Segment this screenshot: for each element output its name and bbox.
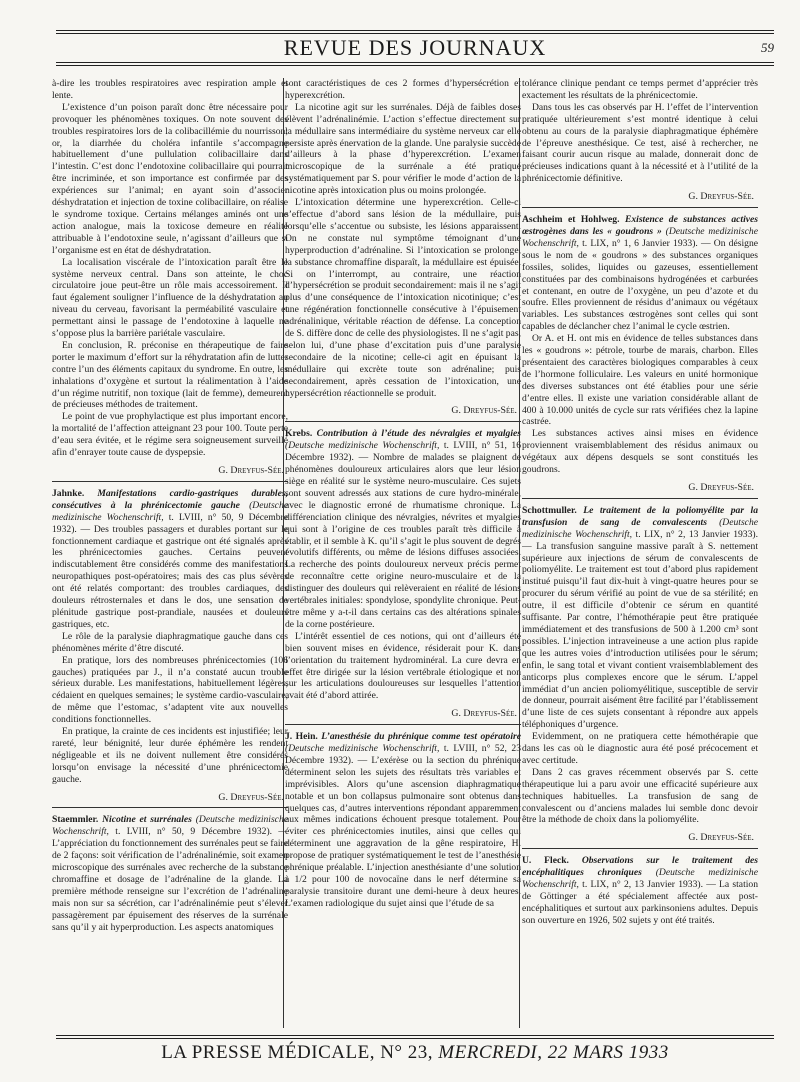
article-heading	[522, 505, 758, 731]
article-heading	[522, 214, 758, 333]
article-heading	[285, 731, 521, 910]
article-separator	[522, 848, 758, 849]
article-source: (Deutsche medizinische Wochenschrift,	[522, 225, 758, 249]
author-signature: G. Dreyfus-Sée.	[688, 191, 754, 203]
paragraph: Les substances actives ainsi mises en évidence proviennent vraisemblablement des résidus animaux ou végétaux aux dépens desquels se sont constitués les goudrons.	[522, 428, 758, 476]
article-separator	[285, 724, 521, 725]
article-author: Aschheim et Hohlweg.	[522, 214, 620, 226]
author-signature: G. Dreyfus-Sée.	[451, 708, 517, 720]
footer-text	[56, 1042, 774, 1064]
paragraph: L’intérêt essentiel de ces notions, qui ont d’ailleurs été bien souvent mises en évidence, résiderait pour K. dans l’orientation du traitement hydrominéral. La cure devra en effet être dirigée sur la lésion vertébrale étiologique et non sur les articulations douloureuses sur lesquelles l’attention avait été d’abord attirée.	[285, 630, 521, 702]
issue-date: MERCREDI, 22 MARS 1933	[438, 1042, 669, 1063]
author-signature: G. Dreyfus-Sée.	[688, 832, 754, 844]
article-source: (Deutsche medizinische Wochenschrift,	[285, 440, 440, 452]
footer-rule	[56, 1035, 774, 1036]
paragraph: En conclusion, R. préconise en thérapeutique de faire porter le maximum d’effort sur la réhydratation afin de lutter contre l’un des éléments capitaux du syndrome. En outre, les inhalations d’oxygène et surtout la réalimentation à l’aide d’un régime nutritif, non toxique (lait de femme), demeurent de précieuses méthodes de traitement.	[52, 339, 288, 411]
paragraph: En pratique, la crainte de ces incidents est injustifiée; leur rareté, leur bénignité, leur durée éphémère les rendent négligeable et ils ne doivent nullement être considérés lorsqu’on envisage la nécessité d’une phrénicectomie gauche.	[52, 726, 288, 785]
article-author: Krebs.	[285, 428, 313, 440]
article-source: (Deutsche medizinische Wochenschrift,	[522, 516, 758, 540]
article-source: (Deutsche medizinische Wochenschrift,	[285, 743, 440, 755]
footer-rule	[56, 1038, 774, 1039]
paragraph: En pratique, lors des nombreuses phrénicectomies (106 gauches) pratiquées par J., il n’a constaté aucun trouble sérieux durable. Les manifestations, habituellement légères, cédaient en quelques semaines; le système cardio-vasculaire, de même que l’estomac, s’adaptent vite aux nouvelles conditions fonctionnelles.	[52, 654, 288, 726]
paragraph: Evidemment, on ne pratiquera cette hémothérapie que dans les cas où le diagnostic aura été posé précocement et avec certitude.	[522, 731, 758, 766]
paragraph: L’intoxication détermine une hyperexcrétion. Celle-ci s’effectue d’abord sans lésion de la médullaire, puis lorsqu’elle s’accentue ou subsiste, les lésions apparaissent. On ne constate nul symptôme témoignant d’une hyperproduction d’adrénaline. Si l’intoxication se prolonge, la substance chromaffine disparaît, la médullaire est épuisée. Si on l’interrompt, au contraire, une réaction d’hypersécrétion se produit secondairement: mais il ne s’agit plus d’une conséquence de l’intoxication nicotinique; c’est une régénération fonctionnelle consécutive à l’épuisement adrénalinique, véritable réaction de défense. La conception de S. diffère donc de celle des physiologistes. Il ne s’agit pas, selon lui, d’une phase d’excitation puis d’une paralysie secondaire de la nicotine; celle-ci agit en épuisant la médullaire qui excrète toute son adrénaline; puis secondairement, après cessation de l’intoxication, une hypersécrétion réactionnelle se produit.	[285, 197, 521, 399]
article-body: t. LIX, n° 2, 13 Janvier 1933). — La transfusion sanguine massive paraît à S. nettement supérieure aux injections de sérum de convalescents de poliomyélite. Le traitement est tout d’abord plus rapidement institué puisqu’il faut dix-huit à vingt-quatre heures pour se procurer du sérum vérifié au point de vue de sa stérilité; en outre, il est difficile d’obtenir ce sérum en quantité suffisante. Par contre, l’hémothérapie peut être pratiquée immédiatement et des transfusions de 500 à 1.200 cm³ sont possibles. L’injection intraveineuse a une action plus rapide que les autres voies d’introduction utilisées pour le sérum; enfin, le sang total et vivant contient vraisemblablement des anticorps plus complexes encore que le sérum. L’appel immédiat d’un ancien poliomyélitique, susceptible de servir de donneur, pourrait aisément être facilité par l’établissement d’une liste de ces sujets consentant à répondre aux appels téléphoniques d’urgence.	[522, 528, 758, 731]
paragraph: Or A. et H. ont mis en évidence de telles substances dans les « goudrons »: pétrole, tourbe de marais, charbon. Elles présentaient des caractères biologiques comparables à ceux de l’hormone folliculaire. Les valeurs en unité hormonique des diverses substances ont été établies pour une série d’entre elles. Il existe une variation considérable allant de 400 à 10.000 unités de cycle sur rats vérifiées chez la lapine castrée.	[522, 333, 758, 428]
article-body: t. LVIII, n° 50, 9 Décembre 1932). — Des troubles passagers et durables portant sur le fonctionnement cardiaque et gastrique ont été signalés après les phrénicectomies gauches. Certains peuvent indiscutablement être considérés comme des manifestations neuropathiques post-opératoires; mais des cas plus sévères ont été relatés comportant: des troubles cardiaques, des douleurs rétrosternales et dans le dos, une sensation de plénitude gastrique post-prandiale, nausées et douleurs gastriques, etc.	[52, 511, 288, 630]
author-signature: G. Dreyfus-Sée.	[451, 405, 517, 417]
article-author: U. Fleck.	[522, 855, 569, 867]
article-body: t. LIX, n° 1, 6 Janvier 1933). — On désigne sous le nom de « goudrons » des substances organiques fossiles, solides, liquides ou gazeuses, essentiellement constituées par des combinaisons hydrogénées et carburées et contenant, en outre de l’oxygène, un peu d’azote et du soufre. Elles proviennent de résidus d’animaux ou végétaux variables. Les substances œstrogènes sont celles qui sont capables de déclancher chez l’animal le cycle œstrien.	[522, 237, 758, 333]
article-separator	[52, 481, 288, 482]
paragraph: La nicotine agit sur les surrénales. Déjà de faibles doses élèvent l’adrénalinémie. L’action s’effectue directement sur la médullaire sans intermédiaire du système nerveux car elle persiste après énervation de la glande. Une paralysie succède d’ailleurs à la phase d’hyperexcrétion. L’examen microscopique de la surrénale a été pratiqué systématiquement par S. pour vérifier le mode d’action de la nicotine après intoxication plus ou moins prolongée.	[285, 101, 521, 197]
article-source: (Deutsche medizinische Wochenschrift,	[522, 867, 758, 891]
article-separator	[522, 498, 758, 499]
article-heading	[285, 428, 521, 630]
article-separator	[285, 421, 521, 422]
section-title: REVUE DES JOURNAUX	[283, 35, 547, 60]
article-title: Le traitement de la poliomyélite par la transfusion de sang de convalescents	[522, 504, 758, 528]
article-heading	[52, 814, 288, 933]
article-title: Contribution à l’étude des névralgies et myalgies	[316, 428, 521, 440]
author-signature: G. Dreyfus-Sée.	[688, 482, 754, 493]
article-title: L’anesthésie du phrénique comme test opératoire	[321, 731, 521, 743]
paragraph: à-dire les troubles respiratoires avec respiration ample et lente.	[52, 78, 288, 101]
journal-issue: LA PRESSE MÉDICALE, N° 23,	[161, 1042, 434, 1063]
text-column-1	[52, 78, 288, 1028]
page-number: 59	[761, 40, 774, 55]
column-divider	[283, 78, 284, 1028]
article-title: Nicotine et surrénales	[102, 814, 192, 826]
text-column-2	[285, 78, 521, 1028]
article-title: Observations sur le traitement des encéphalitiques chroniques	[522, 855, 758, 879]
header-rule	[56, 30, 774, 31]
article-body: t. LIX, n° 2, 13 Janvier 1933). — La station de Göttinger a été spécialement affectée aux post-encéphalitiques et surtout aux parkinsoniens adultes. Depuis son ouverture en 1926, 502 sujets y ont été traités.	[522, 879, 758, 926]
paragraph: tolérance clinique pendant ce temps permet d’apprécier très exactement les résultats de la phrénicectomie.	[522, 78, 758, 101]
article-author: J. Hein.	[285, 731, 318, 743]
paragraph: Le point de vue prophylactique est plus important encore, la mortalité de l’affection atteignant 23 pour 100. Toute perte d’eau sera évitée, et le régime sera soigneusement surveillé afin d’enrayer toute cause de dyspepsie.	[52, 411, 288, 459]
article-author: Jahnke.	[52, 487, 85, 499]
paragraph: sont caractéristiques de ces 2 formes d’hypersécrétion et hyperexcrétion.	[285, 78, 521, 101]
article-title: Existence de substances actives œstrogènes dans les « goudrons »	[522, 214, 758, 237]
article-source: (Deutsche medizinische Wochenschrift,	[52, 814, 288, 838]
paragraph: Dans 2 cas graves récemment observés par S. cette thérapeutique lui a paru avoir une efficacité supérieure aux techniques habituelles. La transfusion de sang de convalescent ou d’anciens malades lui semble donc devoir être la méthode de choix dans la poliomyélite.	[522, 766, 758, 826]
article-body: t. LVIII, n° 50, 9 Décembre 1932). — L’appréciation du fonctionnement des surrénales peut se faire de 2 façons: soit vérification de l’adrénalinémie, soit examen microscopique des surrénales avec recherche de la substance chromaffine et dosage de l’adrénaline de la glande. La première méthode renseigne sur l’excrétion de l’adrénaline mais non sur sa sécrétion, car l’adrénalinémie peut s’élever passagèrement par épuisement des réserves de la surrénale sans qu’il y ait hyperproduction. Les aspects anatomiques	[52, 826, 288, 933]
article-author: Staemmler.	[52, 814, 99, 826]
article-author: Schottmuller.	[522, 504, 577, 516]
paragraph: L’existence d’un poison paraît donc être nécessaire pour provoquer les phénomènes toxiques. On note souvent des troubles respiratoires lors de la colibacillémie du nourrisson; or, la diarrhée du choléra infantile s’accompagne habituellement d’une pullulation colibacillaire dans l’intestin. C’est donc l’endotoxine colibacillaire qui pourrait être incriminée, et son importance est confirmée par des expériences sur l’animal; en ayant soin d’associer déshydratation et injection de toxine colibacillaire, on réalise le syndrome toxique. Certains mélanges aminés ont une action analogue, mais la toxicose demeure en réalité attribuable à l’endotoxine seule, n’agissant d’ailleurs que si l’organisme est en état de déshydratation.	[52, 101, 288, 256]
header-rule	[56, 62, 774, 63]
article-separator	[522, 207, 758, 208]
header-rule	[56, 65, 774, 66]
paragraph: La localisation viscérale de l’intoxication paraît être le système nerveux central. Dans son atteinte, le choc circulatoire joue peut-être un rôle mais accessoirement. Il faut également souligner l’influence de la déshydratation au niveau du cerveau, favorisant la perméabilité vasculaire et permettant ainsi le passage de l’endotoxine à laquelle ne s’oppose plus la barrière pariétale vasculaire.	[52, 256, 288, 340]
paragraph: Le rôle de la paralysie diaphragmatique gauche dans ces phénomènes mérite d’être discuté.	[52, 630, 288, 654]
article-body: t. LVIII, n° 52, 23 Décembre 1932). — L’exérèse ou la section du phrénique déterminent selon les sujets des résultats très variables et imprévisibles. Alors qu’une ascension diaphragmatique notable et un bon collapsus pulmonaire sont obtenus dans quelques cas, d’autres interventions répondant apparemment aux mêmes indications échouent presque totalement. Pour éviter ces phrénicectomies inutiles, ainsi que celles qui déterminent une aggravation de la gêne respiratoire, H. propose de pratiquer systématiquement le test de l’anesthésie phrénique préalable. L’injection anesthésiante d’une solution à 1/2 pour 100 de novocaïne dans le nerf détermine sa paralysie transitoire durant une demi-heure à deux heures. L’examen radiologique du sujet ainsi que l’étude de sa	[285, 743, 521, 909]
paragraph: Dans tous les cas observés par H. l’effet de l’intervention pratiquée ultérieurement s’est montré identique à celui obtenu au cours de la paralysie diaphragmatique éphémère de l’épreuve anesthésique. Ce test, aisé à rechercher, ne faisant courir aucun risque au malade, donnerait donc de précieuses indications quant à la nécessité et à l’utilité de la phrénicectomie définitive.	[522, 101, 758, 185]
column-divider	[519, 78, 520, 1028]
page-header	[56, 20, 774, 68]
author-signature: G. Dreyfus-Sée.	[218, 791, 284, 803]
article-separator	[52, 807, 288, 808]
article-body: t. LVIII, n° 51, 16 Décembre 1932). — Nombre de malades se plaignent de phénomènes douloureux articulaires alors que leur lésion siège en réalité sur le système neuro-musculaire. Ces sujets sont souvent adressés aux stations de cure hydro-minérale, avec le diagnostic erroné de rhumatisme chronique. La différenciation clinique des névralgies, névrites et myalgies qui sont à l’origine de ces troubles paraît très difficile à établir, et il semble à K. qu’il s’agit le plus souvent de degrés évolutifs différents, ou même de lésions diffuses associées. La recherche des points douloureux nerveux précis permet de reconnaître cette origine neuro-musculaire et de la distinguer des douleurs qui relèveraient en réalité de lésions vertébrales initiales: spondylose, spondylite chronique. Peut-être même y a-t-il dans certains cas des altérations spinales de la corne postérieure.	[285, 440, 521, 630]
article-title: Manifestations cardio-gastriques durables, consécutives à la phrénicectomie gauche	[52, 487, 288, 511]
page-footer	[56, 1034, 774, 1070]
header-rule	[56, 33, 774, 34]
author-signature: G. Dreyfus-Sée.	[218, 465, 284, 476]
text-column-3	[522, 78, 758, 1028]
article-heading	[52, 488, 288, 631]
article-source: (Deutsche medizinische Wochenschrift,	[52, 499, 288, 523]
article-heading	[522, 855, 758, 926]
